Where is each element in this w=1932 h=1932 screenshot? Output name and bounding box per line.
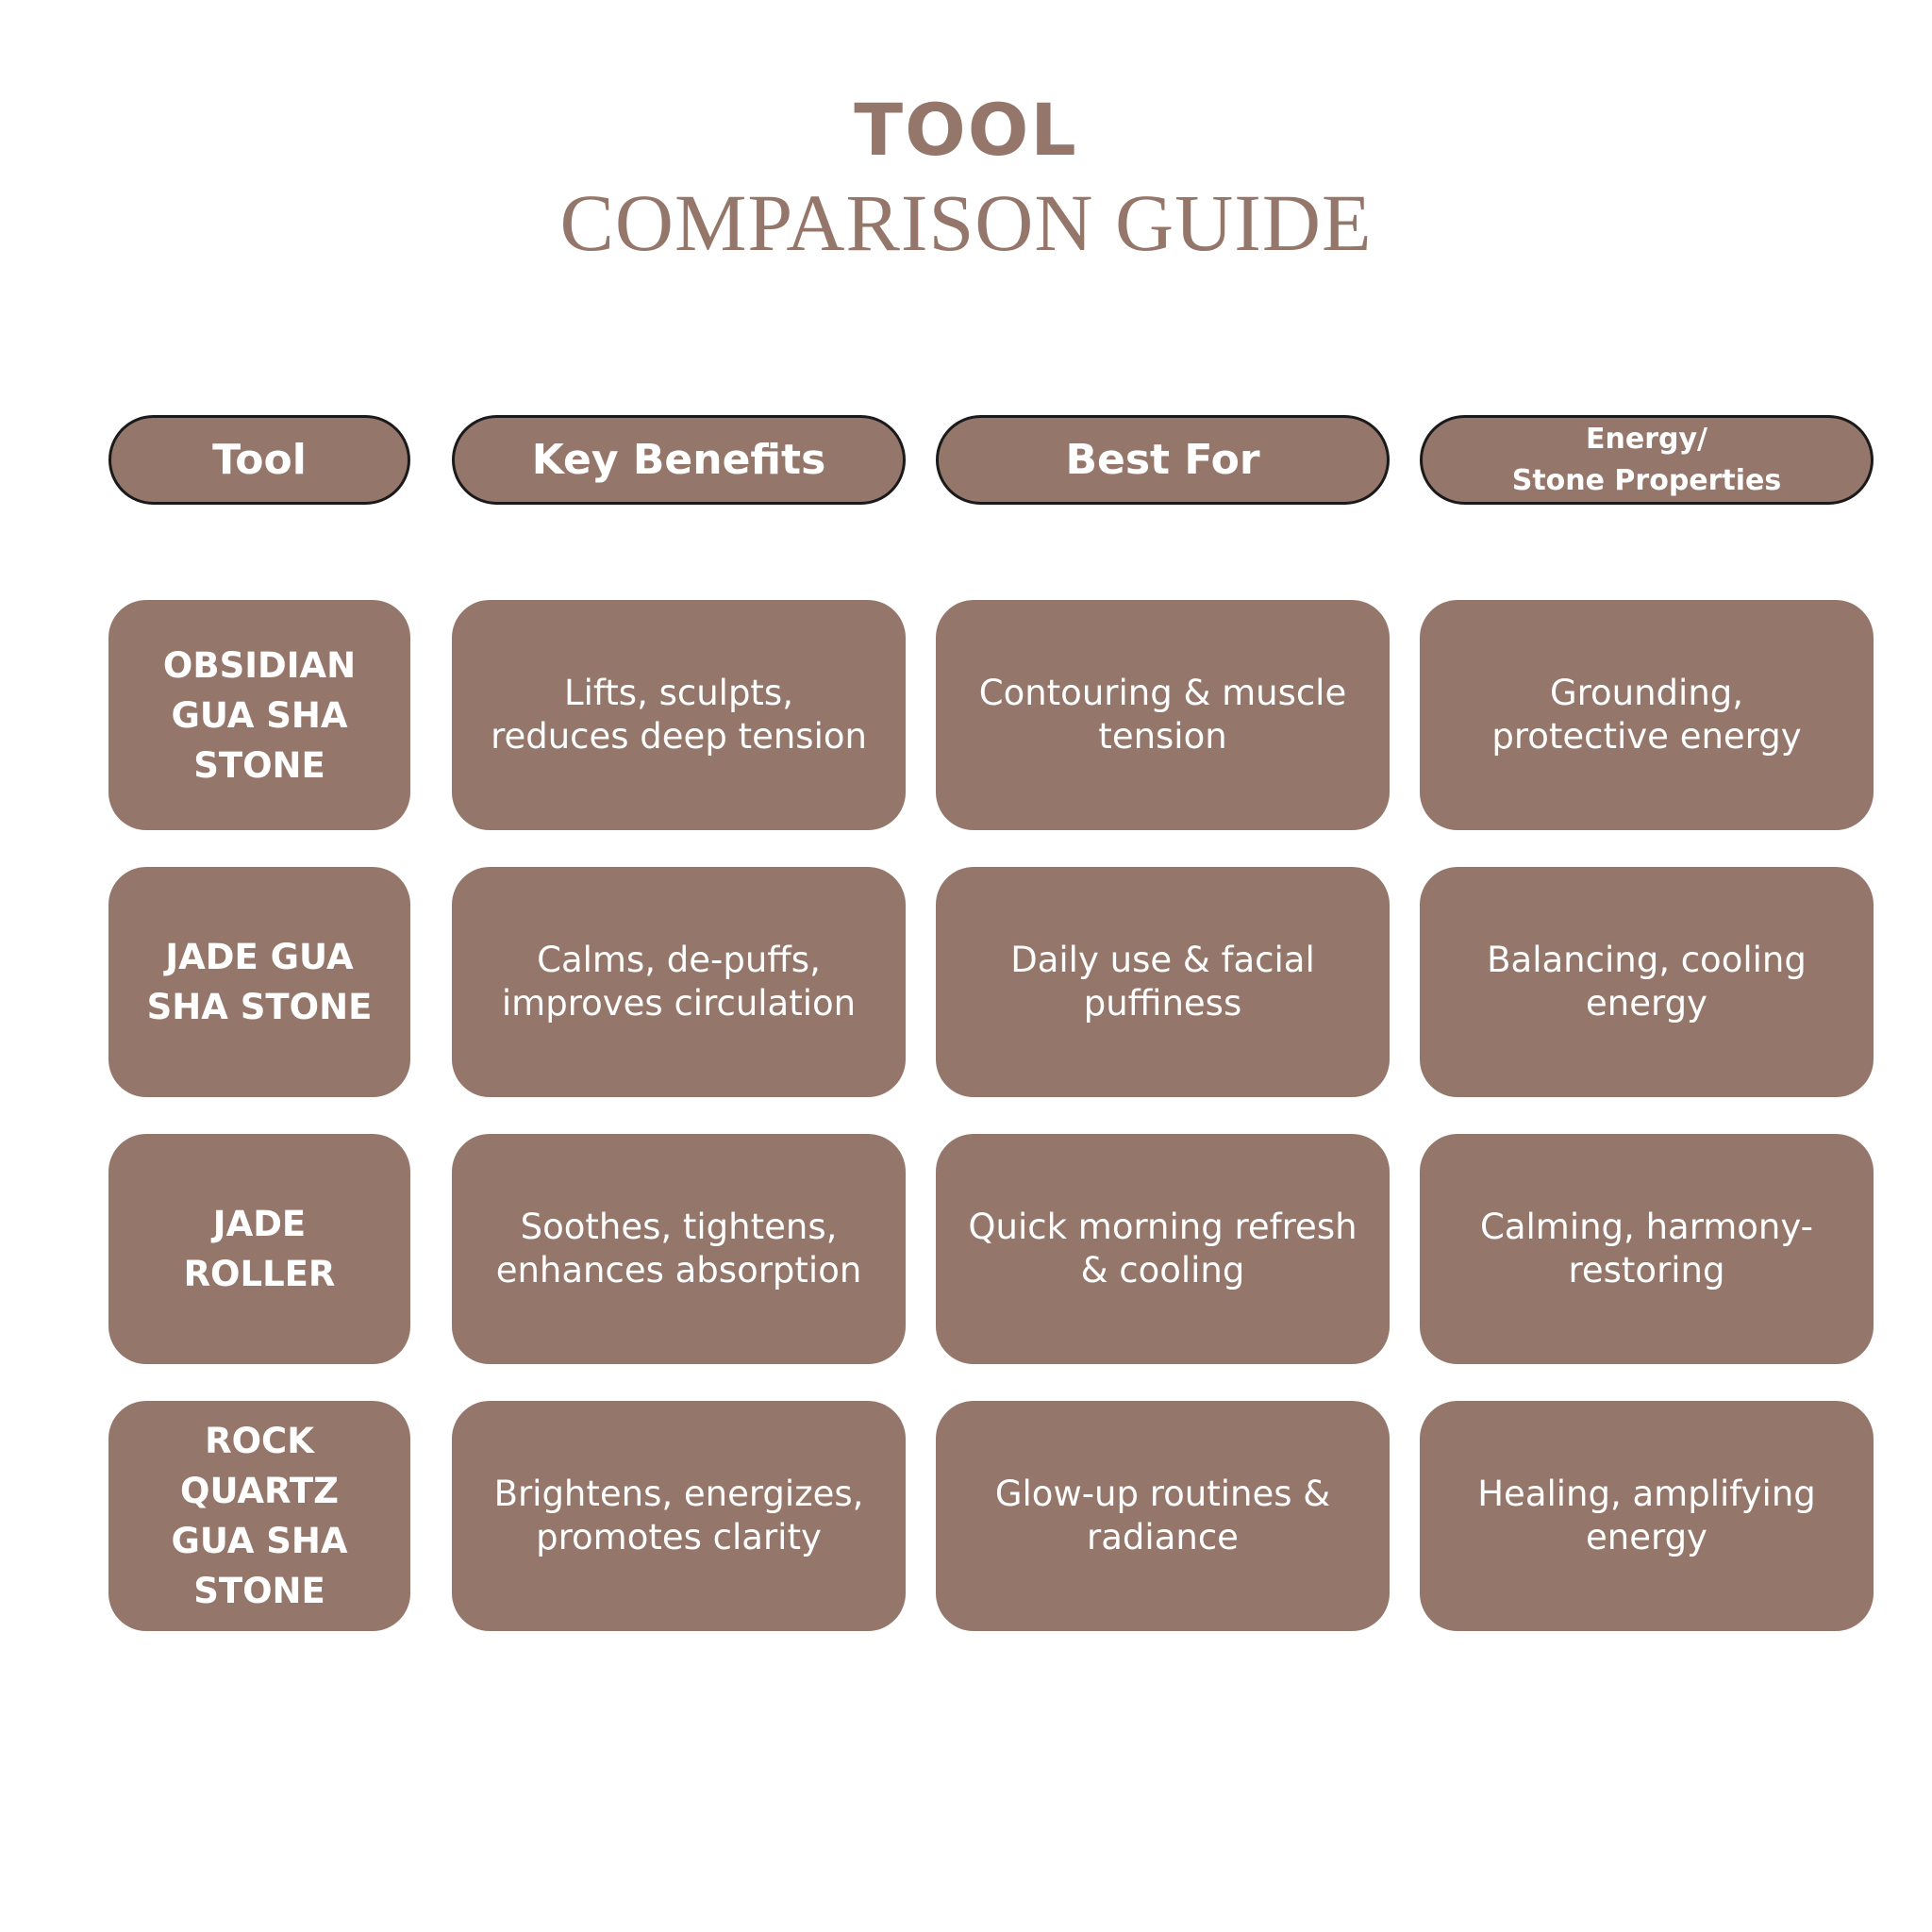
title-main: TOOL <box>854 88 1078 172</box>
header-energy-line1: Energy/ <box>1586 422 1707 456</box>
tool-name-obsidian: OBSIDIAN GUA SHA STONE <box>108 600 410 830</box>
energy-jade-roller: Calming, harmony-restoring <box>1420 1134 1874 1364</box>
title-subtitle: COMPARISON GUIDE <box>559 177 1373 268</box>
best-for-jade-gua-sha: Daily use & facial puffiness <box>936 867 1390 1097</box>
page-title <box>0 85 1932 270</box>
best-for-rock-quartz: Glow-up routines & radiance <box>936 1401 1390 1631</box>
energy-rock-quartz: Healing, amplifying energy <box>1420 1401 1874 1631</box>
energy-obsidian: Grounding, protective energy <box>1420 600 1874 830</box>
benefits-obsidian: Lifts, sculpts, reduces deep tension <box>452 600 906 830</box>
tool-name-jade-roller: JADE ROLLER <box>108 1134 410 1364</box>
energy-jade-gua-sha: Balancing, cooling energy <box>1420 867 1874 1097</box>
tool-name-rock-quartz: ROCK QUARTZ GUA SHA STONE <box>108 1401 410 1631</box>
header-key-benefits: Key Benefits <box>452 415 906 505</box>
header-energy-line2: Stone Properties <box>1511 463 1782 497</box>
header-tool: Tool <box>108 415 410 505</box>
header-best-for: Best For <box>936 415 1390 505</box>
benefits-rock-quartz: Brightens, energizes, promotes clarity <box>452 1401 906 1631</box>
benefits-jade-roller: Soothes, tightens, enhances absorption <box>452 1134 906 1364</box>
best-for-obsidian: Contouring & muscle tension <box>936 600 1390 830</box>
tool-name-jade-gua-sha: JADE GUA SHA STONE <box>108 867 410 1097</box>
benefits-jade-gua-sha: Calms, de-puffs, improves circulation <box>452 867 906 1097</box>
header-energy-properties <box>1420 415 1874 505</box>
best-for-jade-roller: Quick morning refresh & cooling <box>936 1134 1390 1364</box>
